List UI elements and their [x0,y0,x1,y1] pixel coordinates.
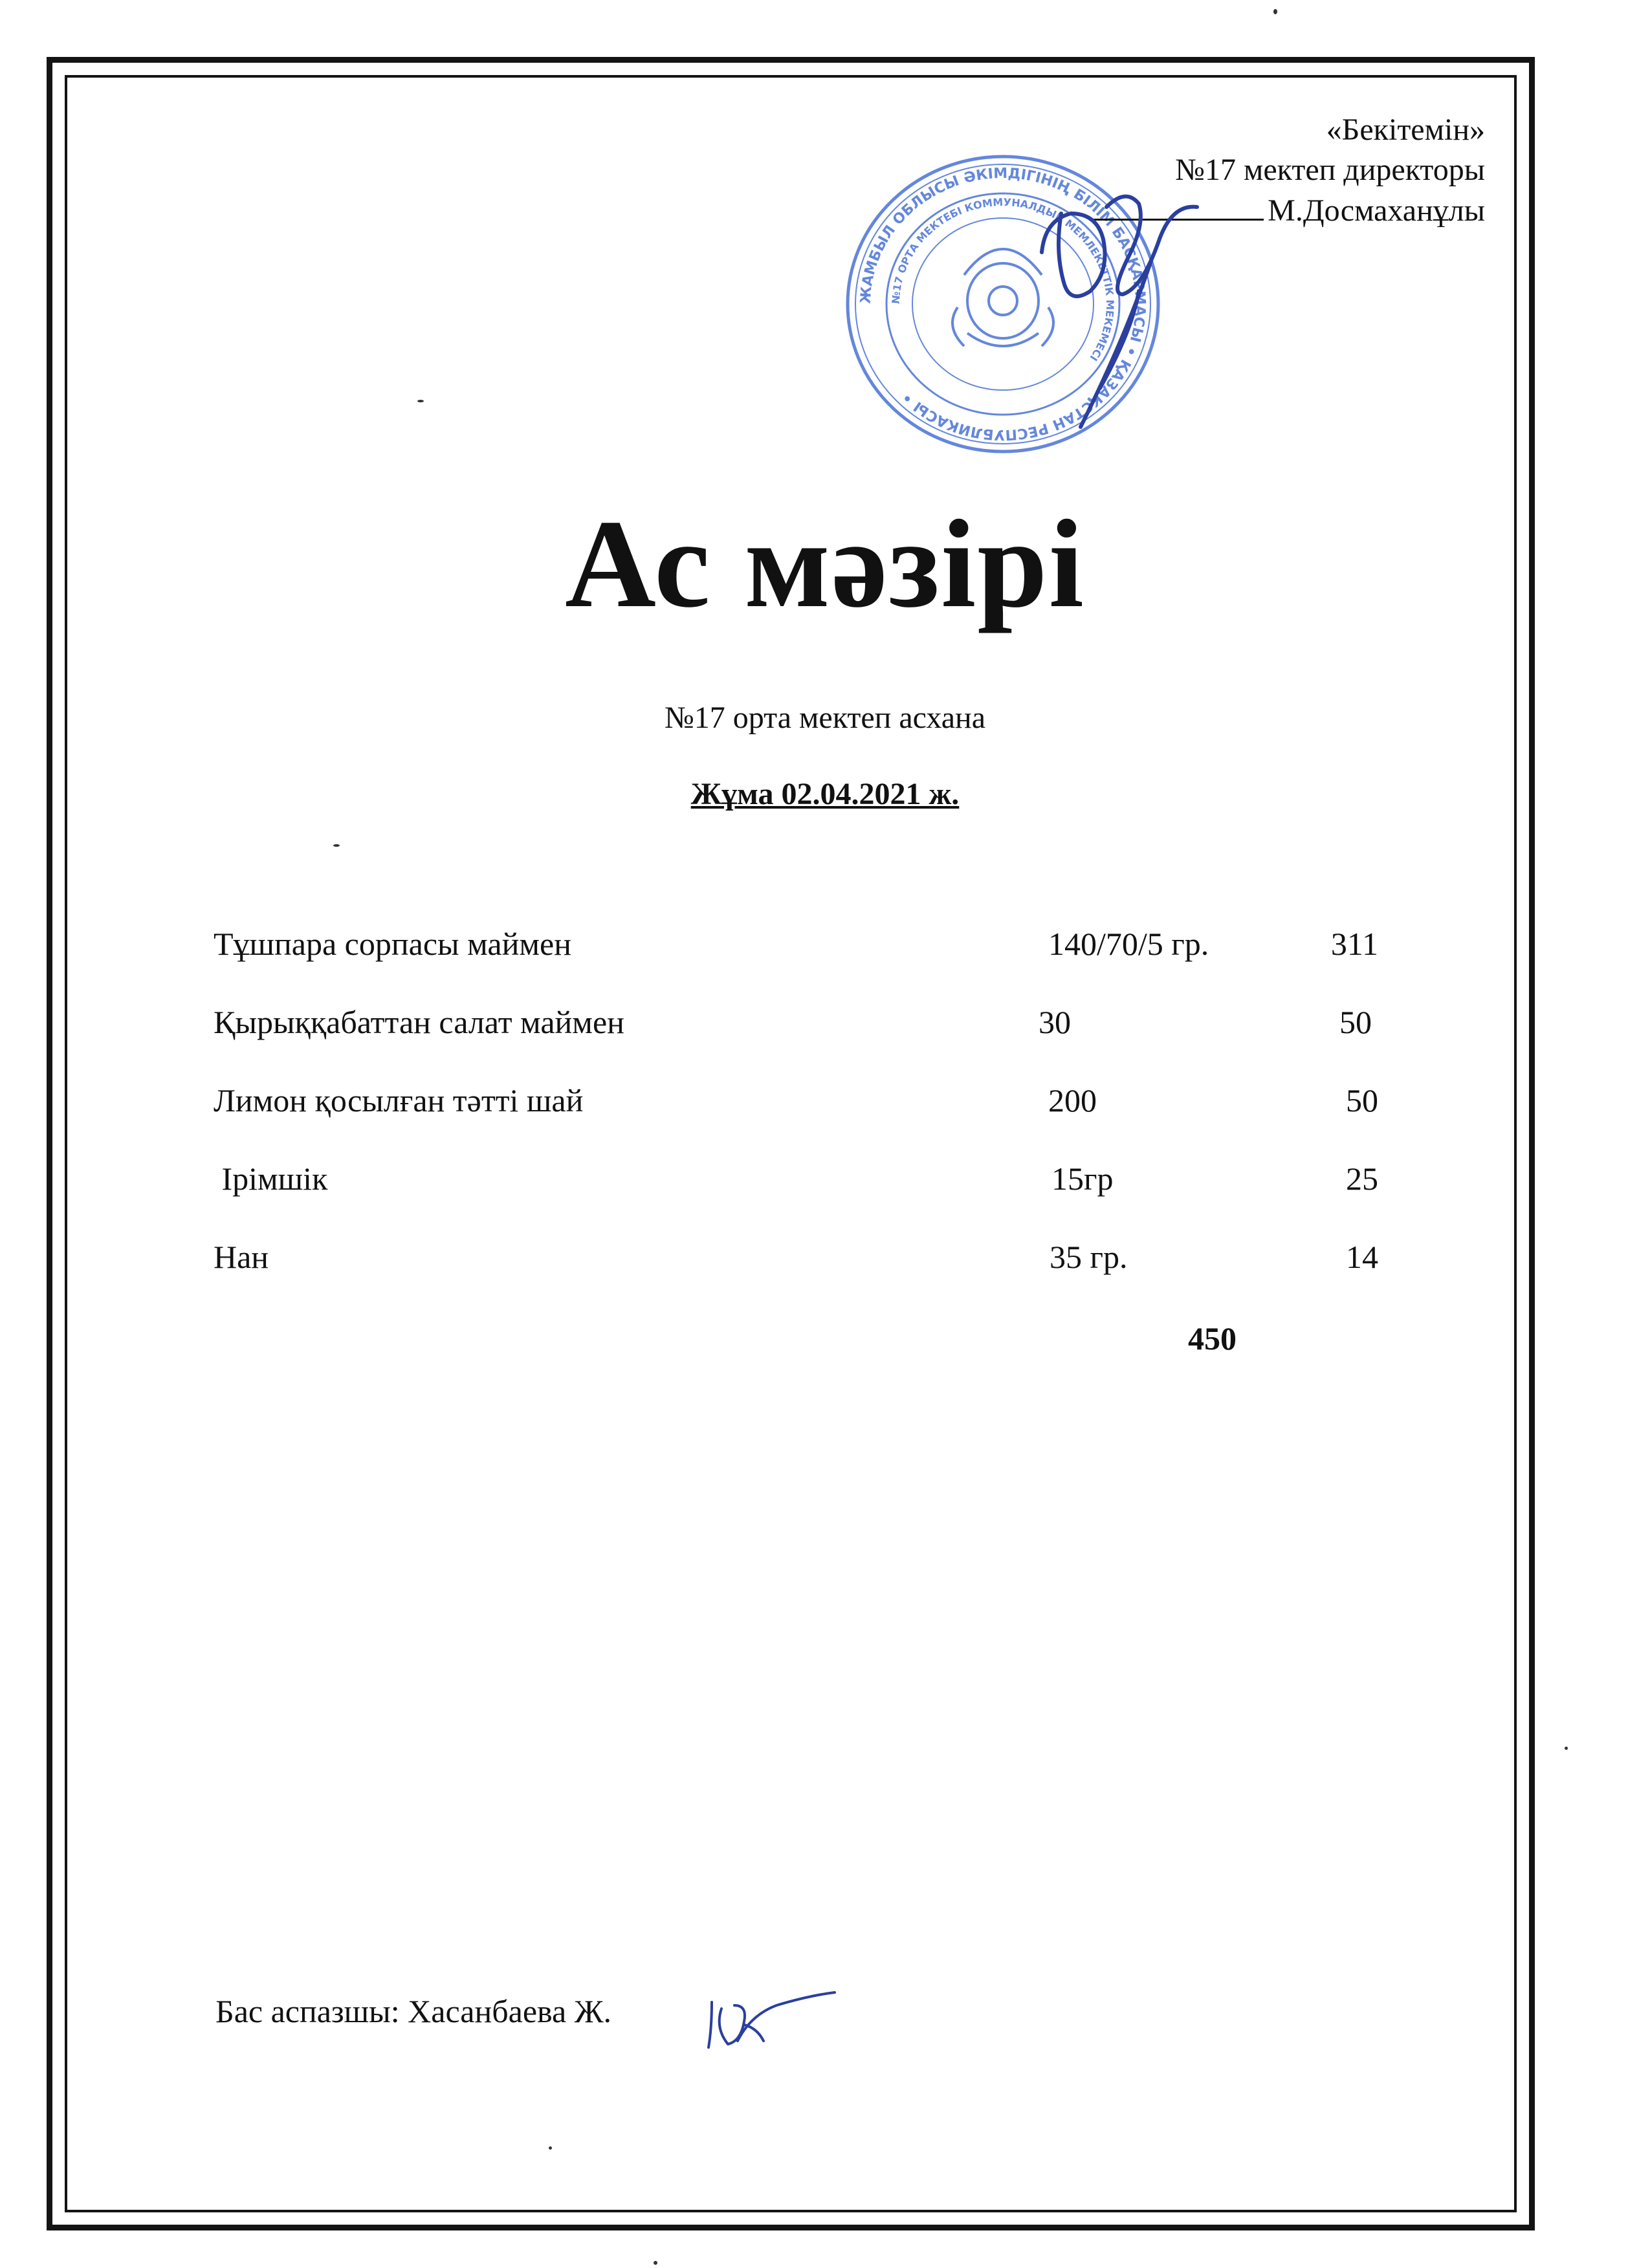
head-chef: Бас аспазшы: Хасанбаева Ж. [215,1993,611,2029]
scan-speck [1565,1747,1568,1750]
dish-portion: 200 [1048,1082,1097,1118]
dish-portion: 35 гр. [1050,1239,1128,1275]
menu-date: Жұма 02.04.2021 ж. [690,777,960,811]
approval-heading: «Бекітемін» [1326,113,1485,147]
dish-calories: 311 [1330,926,1378,962]
director-name: М.Досмаханұлы [1268,193,1485,228]
canteen-subtitle: №17 орта мектеп асхана [664,701,985,735]
menu-row [214,1238,1378,1316]
scan-speck [1273,9,1277,14]
dish-name: Тұшпара сорпасы маймен [214,926,571,962]
total-calories: 450 [1188,1320,1237,1357]
menu-row [214,1082,1378,1160]
dish-portion: 30 [1039,1004,1071,1040]
seal-inner-text: №17 ОРТА МЕКТЕБІ КОММУНАЛДЫҚ МЕМЛЕКЕТТІК МЕКЕМЕСІ [889,195,1117,364]
scan-speck [549,2146,552,2150]
seal-outer-text: ЖАМБЫЛ ОБЛЫСЫ ӘКІМДІГІНІҢ БІЛІМ БАСҚАРМАСЫ • ҚАЗАҚСТАН РЕСПУБЛИКАСЫ • [857,165,1149,443]
dish-portion: 140/70/5 гр. [1048,926,1209,962]
chef-signature [699,1989,841,2054]
dish-calories: 14 [1346,1239,1378,1275]
page-title: Ас мәзірі [565,494,1085,634]
dish-name: Лимон қосылған тәтті шай [214,1082,584,1118]
dish-calories: 25 [1346,1161,1378,1197]
dish-portion: 15гр [1051,1161,1114,1197]
menu-row [214,1160,1378,1238]
menu-row [214,1003,1378,1082]
dish-name: Ірімшік [214,1161,328,1197]
dish-name: Қырыққабаттан салат маймен [214,1004,624,1040]
menu-list [214,925,1378,1316]
menu-row [214,925,1378,1003]
scan-speck [333,844,340,847]
dish-calories: 50 [1339,1004,1372,1040]
scan-speck [417,400,424,402]
dish-name: Нан [214,1239,269,1275]
scan-speck [654,2261,657,2265]
director-signature [984,162,1216,433]
approval-position: №17 мектеп директоры [1175,153,1485,187]
dish-calories: 50 [1346,1082,1378,1118]
